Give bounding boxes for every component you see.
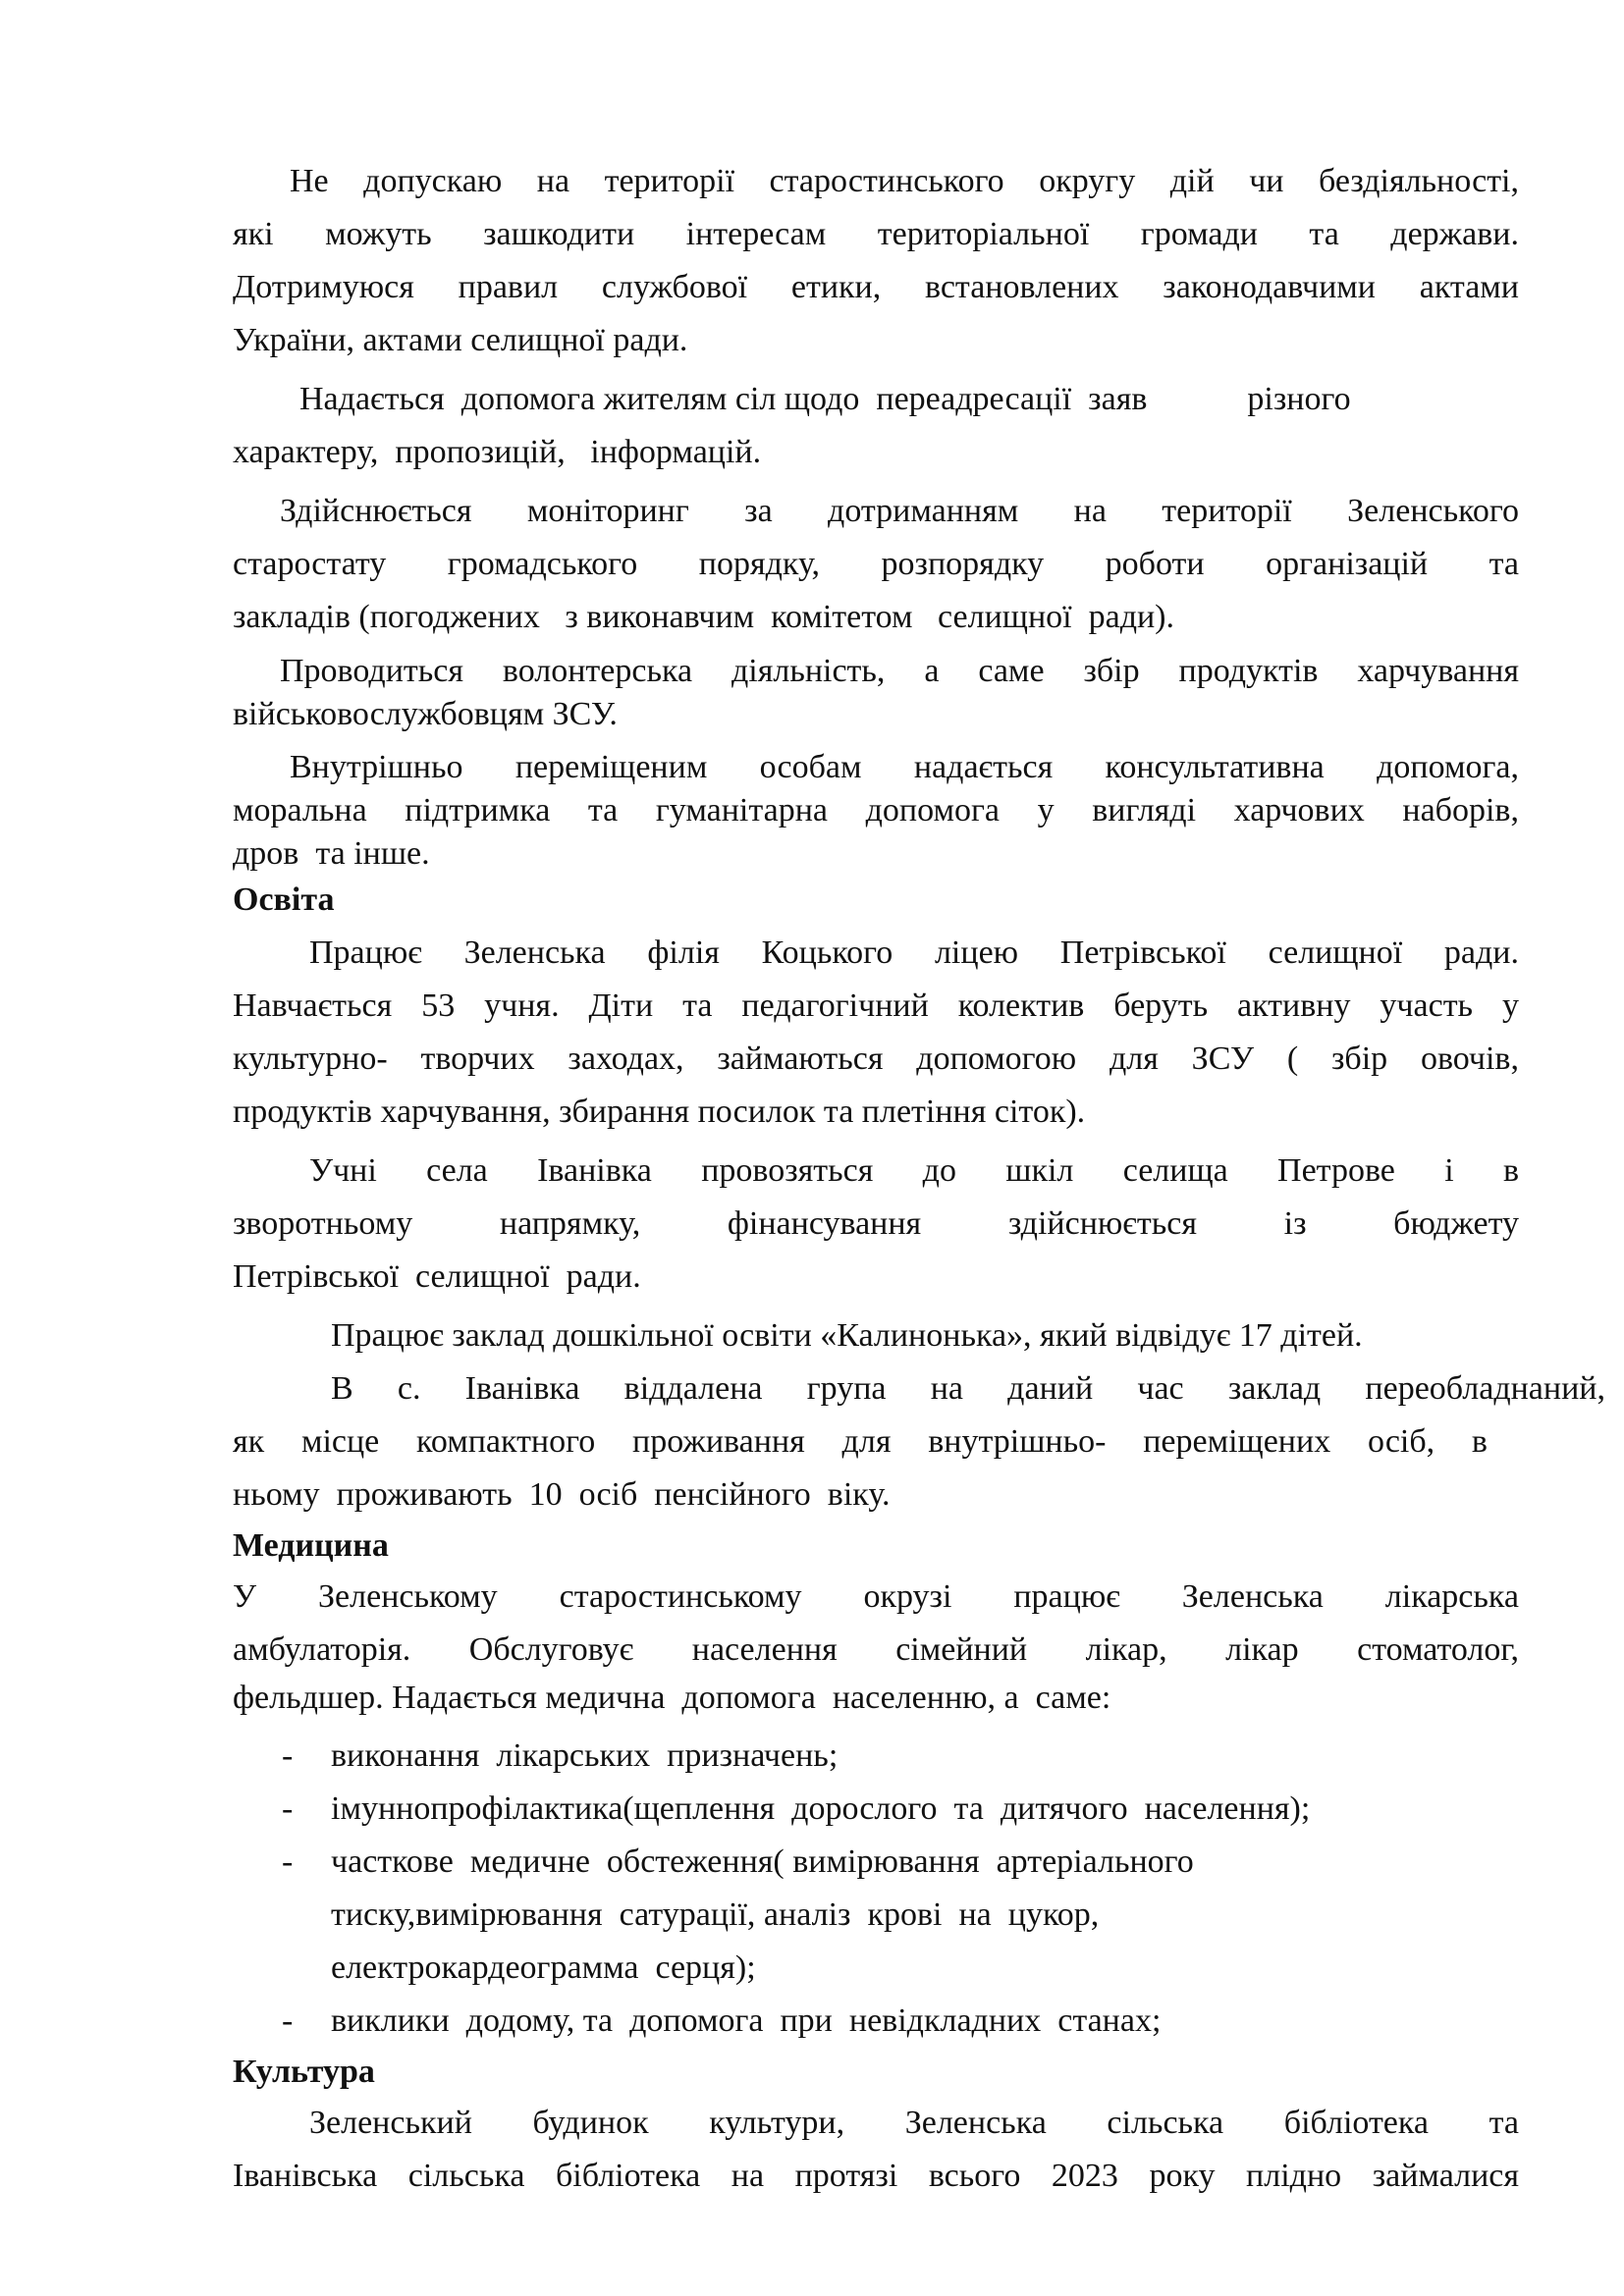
list-item [233, 1783, 1519, 1836]
text-line: У Зеленському старостинському окрузі працює Зеленська лікарська [233, 1578, 1519, 1615]
text-line: моральна підтримка та гуманітарна допомога у вигляді харчових наборів, [233, 792, 1519, 828]
list-item-text: виконання лікарських призначень; [331, 1737, 839, 1774]
paragraph-assistance [233, 373, 1519, 479]
paragraph-monitoring [233, 485, 1519, 644]
text-line: Працює заклад дошкільної освіти «Калинонька», який відвідує 17 дітей. [331, 1317, 1363, 1354]
list-item-text: часткове медичне обстеження( вимірювання артеріального [331, 1843, 1194, 1880]
paragraph-ivanivka-group [233, 1362, 1605, 1522]
text-line: як місце компактного проживання для внутрішньо- переміщених осіб, в [233, 1423, 1488, 1460]
text-line: Не допускаю на території старостинського округу дій чи бездіяльності, [290, 163, 1519, 199]
text-line: старостату громадського порядку, розпорядку роботи організацій та [233, 546, 1519, 582]
list-bullet: - [282, 1790, 294, 1827]
list-bullet: - [282, 1737, 294, 1774]
list-item-text: електрокардеограмма серця); [331, 1949, 756, 1986]
text-line: фельдшер. Надається медична допомога населенню, а саме: [233, 1680, 1111, 1716]
text-line: Навчається 53 учня. Діти та педагогічний колектив беруть активну участь у [233, 988, 1519, 1024]
text-line: дров та інше. [233, 835, 430, 872]
text-line: які можуть зашкодити інтересам територіальної громади та держави. [233, 216, 1519, 252]
text-line: Іванівська сільська бібліотека на протязі всього 2023 року плідно займалися [233, 2158, 1519, 2194]
text-line: Учні села Іванівка провозяться до шкіл селища Петрове і в [309, 1152, 1519, 1189]
text-line: Здійснюється моніторинг за дотриманням на території Зеленського [280, 493, 1519, 529]
paragraph-kindergarten [233, 1309, 1519, 1362]
list-item [233, 1995, 1519, 2048]
paragraph-ambulatory [233, 1571, 1519, 1720]
list-item-text: імуннопрофілактика(щеплення дорослого та дитячого населення); [331, 1790, 1311, 1827]
text-line: України, актами селищної ради. [233, 322, 688, 358]
text-line: Проводиться волонтерська діяльність, а саме збір продуктів харчування [280, 653, 1519, 689]
text-line: зворотньому напрямку, фінансування здійснюється із бюджету [233, 1205, 1519, 1242]
text-line: характеру, пропозицій, інформацій. [233, 434, 762, 470]
text-line: продуктів харчування, збирання посилок та плетіння сіток). [233, 1094, 1086, 1130]
text-line: військовослужбовцям ЗСУ. [233, 696, 618, 732]
text-line: Внутрішньо переміщеним особам надається консультативна допомога, [290, 749, 1519, 785]
section-heading-medicine: Медицина [233, 1527, 389, 1564]
section-heading-culture: Культура [233, 2054, 375, 2090]
text-line: Петрівської селищної ради. [233, 1258, 641, 1295]
text-line: Надається допомога жителям сіл щодо переадресації заяв різного [299, 381, 1351, 417]
text-line: закладів (погоджених з виконавчим комітетом селищної ради). [233, 599, 1175, 635]
text-line: культурно- творчих заходах, займаються допомогою для ЗСУ ( збір овочів, [233, 1041, 1519, 1077]
text-line: Зеленський будинок культури, Зеленська сільська бібліотека та [309, 2105, 1519, 2141]
list-item [233, 1836, 1519, 1995]
text-line: амбулаторія. Обслуговує населення сімейний лікар, лікар стоматолог, [233, 1631, 1519, 1668]
paragraph-idp-support [233, 746, 1519, 876]
list-item [233, 1730, 1519, 1783]
list-bullet: - [282, 2002, 294, 2039]
text-line: В с. Іванівка віддалена група на даний час заклад переобладнаний, [331, 1370, 1605, 1407]
paragraph-school [233, 927, 1519, 1139]
paragraph-culture [233, 2097, 1519, 2203]
document-page [233, 155, 1605, 2203]
text-line: Дотримуюся правил службової етики, встановлених законодавчими актами [233, 269, 1519, 305]
text-line: Працює Зеленська філія Коцького ліцею Петрівської селищної ради. [309, 934, 1519, 971]
list-item-text: виклики додому, та допомога при невідкладних станах; [331, 2002, 1162, 2039]
list-bullet: - [282, 1843, 294, 1880]
text-line: ньому проживають 10 осіб пенсійного віку. [233, 1476, 891, 1513]
paragraph-transport [233, 1145, 1519, 1304]
paragraph-volunteering [233, 650, 1519, 736]
paragraph-duties [233, 155, 1519, 367]
list-item-text: тиску,вимірювання сатурації, аналіз крові на цукор, [331, 1896, 1100, 1933]
section-heading-education: Освіта [233, 881, 335, 918]
